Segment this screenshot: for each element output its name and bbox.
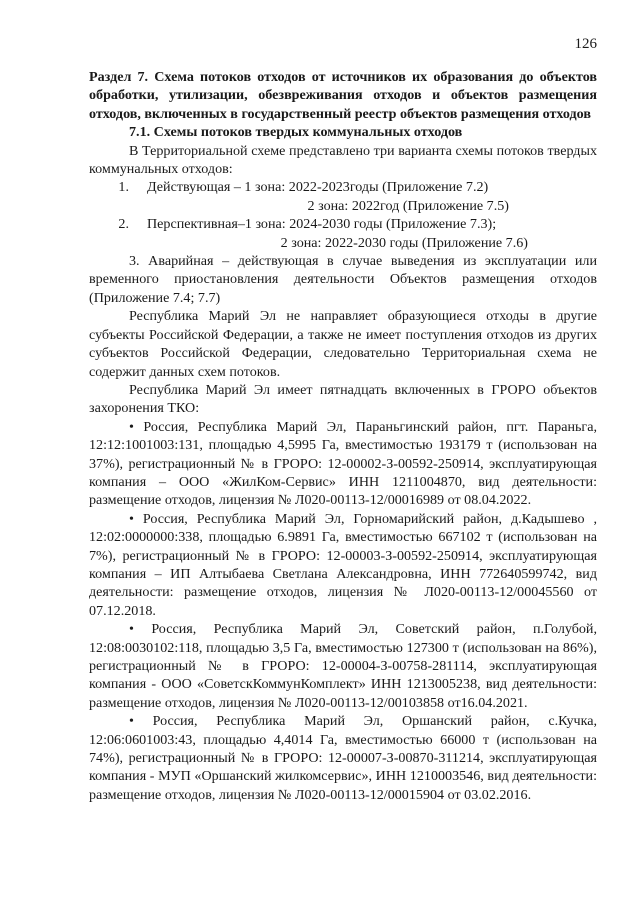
variant-item-2 xyxy=(89,215,597,233)
bullet-icon: • xyxy=(129,418,134,435)
section-heading: Раздел 7. Схема потоков отходов от источников их образования до объектов обработки, утилизации, обезвреживания отходов и объектов размещения отходов, включенных в государственный реестр объектов размещения отходов xyxy=(89,69,597,122)
object-item xyxy=(89,712,597,804)
variant-text: Действующая – 1 зона: 2022-2023годы (Приложение 7.2) xyxy=(147,179,489,196)
subsection-heading: 7.1. Схемы потоков твердых коммунальных отходов xyxy=(129,124,463,141)
variant-item-3: 3. Аварийная – действующая в случае выведения из эксплуатации или временного приостановления деятельности Объектов размещения отходов (Приложение 7.4; 7.7) xyxy=(89,253,597,306)
transfer-paragraph: Республика Марий Эл не направляет образующиеся отходы в другие субъекты Российской Федерации, а также не имеет поступления отходов из других субъектов Российской Федерации, следовательно Территориальная схема не содержит данных схем потоков. xyxy=(89,308,597,380)
object-text: Россия, Республика Марий Эл, Советский район, п.Голубой, 12:08:0030102:118, площадью 3,5 Га, вместимостью 127300 т (использован на 86%), регистрационный № в ГРОРО: 12-00004-З-00758-281114, эксплуатирующая компания - ООО «СоветскКоммунКомплект» ИНН 1213005238, вид деятельности: размещение отходов, лицензия № Л020-00113-12/00103858 от16.04.2021. xyxy=(89,621,597,711)
variant-number: 2. xyxy=(118,216,129,233)
page-number: 126 xyxy=(574,36,597,52)
object-item xyxy=(89,510,597,620)
intro-paragraph: В Территориальной схеме представлено три варианта схемы потоков твердых коммунальных отходов: xyxy=(89,142,597,178)
object-text: Россия, Республика Марий Эл, Параньгинский район, пгт. Параньга, 12:12:1001003:131, площадью 4,5995 Га, вместимостью 193179 т (использован на 37%), регистрационный № в ГРОРО: 12-00002-З-00592-250914, эксплуатирующая компания – ООО «ЖилКом-Сервис» ИНН 1211004870, вид деятельности: размещение отходов, лицензия № Л020-00113-12/00016989 от 08.04.2022. xyxy=(89,418,597,509)
object-text: Россия, Республика Марий Эл, Горномарийский район, д.Кадышево , 12:02:0000000:338, площадью 6.9891 Га, вместимостью 667102 т (использован на 7%), регистрационный № в ГРОРО: 12-00003-З-00592-250914, эксплуатирующая компания – ИП Алтыбаева Светлана Александровна, ИНН 772640599742, вид деятельности: размещение отходов, лицензия № Л020-00113-12/00045560 от 07.12.2018. xyxy=(89,510,597,619)
bullet-icon: • xyxy=(129,713,134,730)
bullet-icon: • xyxy=(129,510,134,527)
variant-zone-line: 2 зона: 2022год (Приложение 7.5) xyxy=(307,197,509,214)
object-item xyxy=(89,620,597,712)
page-content xyxy=(89,68,597,804)
variant-number: 1. xyxy=(118,179,129,196)
object-item xyxy=(89,418,597,510)
bullet-icon: • xyxy=(129,621,134,638)
object-text: Россия, Республика Марий Эл, Оршанский район, с.Кучка, 12:06:0601003:43, площадью 4,4014 Га, вместимостью 66000 т (использован на 74%), регистрационный № в ГРОРО: 12-00007-З-00870-311214, эксплуатирующая компания - МУП «Оршанский жилкомсервис», ИНН 1210003546, вид деятельности: размещение отходов, лицензия № Л020-00113-12/00015904 от 03.02.2016. xyxy=(89,713,597,803)
objects-count-paragraph: Республика Марий Эл имеет пятнадцать включенных в ГРОРО объектов захоронения ТКО: xyxy=(89,381,597,417)
variant-text: Перспективная–1 зона: 2024-2030 годы (Приложение 7.3); xyxy=(147,216,497,233)
variant-item-1 xyxy=(89,178,597,196)
variant-zone-line: 2 зона: 2022-2030 годы (Приложение 7.6) xyxy=(280,234,528,251)
